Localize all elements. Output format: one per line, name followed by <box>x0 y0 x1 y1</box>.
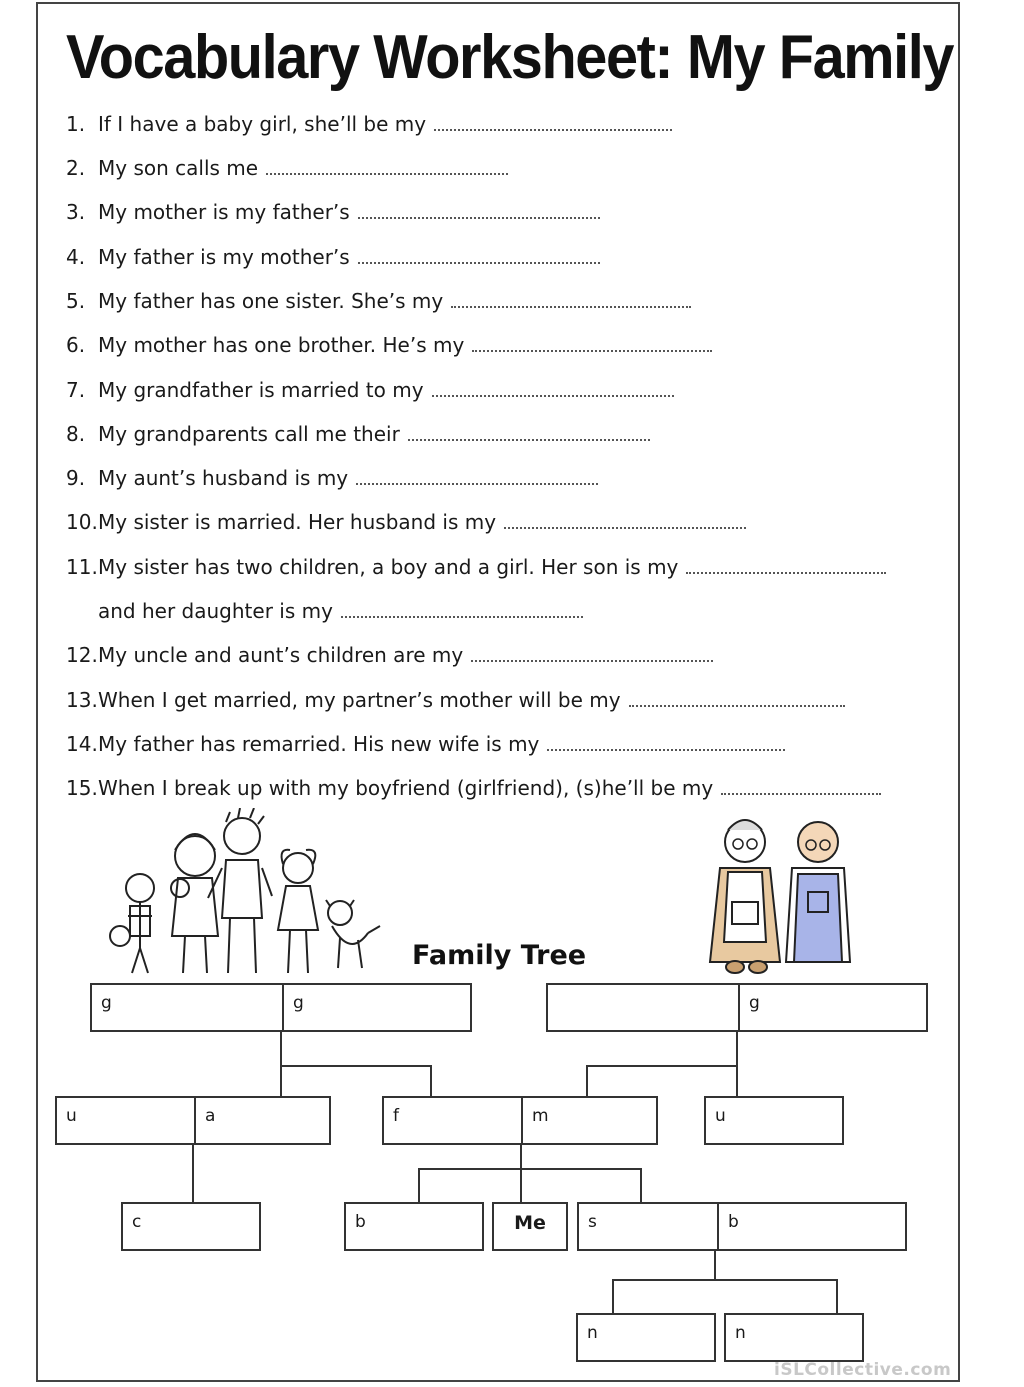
brother-box[interactable] <box>344 1202 484 1251</box>
watermark: iSLCollective.com <box>774 1360 952 1380</box>
grandparent-field[interactable]: g <box>738 985 926 1030</box>
connector-line <box>612 1279 614 1314</box>
uncle-field[interactable]: u <box>66 1106 77 1126</box>
me-label: Me <box>514 1212 546 1234</box>
question-6: 6. My mother has one brother. He’s my <box>66 333 712 357</box>
answer-blank[interactable] <box>721 791 881 795</box>
nephew-box[interactable] <box>576 1313 716 1362</box>
connector-line <box>430 1065 432 1097</box>
grandparent-field[interactable] <box>548 985 738 1030</box>
question-1: 1. If I have a baby girl, she’ll be my <box>66 112 672 136</box>
grandparents-left-box <box>90 983 472 1032</box>
question-14: 14.My father has remarried. His new wife is my <box>66 732 785 756</box>
connector-line <box>280 1030 282 1066</box>
grandparents-illustration <box>700 812 860 977</box>
family-illustration <box>100 808 390 983</box>
answer-blank[interactable] <box>629 703 845 707</box>
uncle-aunt-box <box>55 1096 331 1145</box>
question-11-continued: and her daughter is my <box>66 599 583 623</box>
connector-line <box>280 1065 282 1097</box>
cousin-box[interactable] <box>121 1202 261 1251</box>
connector-line <box>836 1279 838 1314</box>
brother-in-law-field[interactable]: b <box>717 1204 905 1249</box>
nephew-field: n <box>587 1323 598 1343</box>
connector-line <box>520 1143 522 1169</box>
father-field[interactable]: f <box>393 1106 399 1126</box>
connector-line <box>586 1065 588 1097</box>
answer-blank[interactable] <box>358 215 600 219</box>
niece-field: n <box>735 1323 746 1343</box>
connector-line <box>586 1065 738 1067</box>
answer-blank[interactable] <box>356 481 598 485</box>
grandparent-field[interactable]: g <box>282 985 470 1030</box>
connector-line <box>418 1168 642 1170</box>
sister-box <box>577 1202 907 1251</box>
question-12: 12.My uncle and aunt’s children are my <box>66 643 713 667</box>
question-3: 3. My mother is my father’s <box>66 200 600 224</box>
answer-blank[interactable] <box>451 304 691 308</box>
connector-line <box>280 1065 432 1067</box>
mother-field[interactable]: m <box>521 1098 656 1143</box>
answer-blank[interactable] <box>471 658 713 662</box>
connector-line <box>418 1168 420 1203</box>
sister-field[interactable]: s <box>588 1212 597 1232</box>
me-box <box>492 1202 568 1251</box>
connector-line <box>714 1250 716 1280</box>
page-title: Vocabulary Worksheet: My Family <box>66 23 954 92</box>
answer-blank[interactable] <box>341 614 583 618</box>
question-10: 10.My sister is married. Her husband is my <box>66 510 746 534</box>
connector-line <box>192 1143 194 1203</box>
connector-line <box>736 1030 738 1066</box>
question-8: 8. My grandparents call me their <box>66 422 650 446</box>
answer-blank[interactable] <box>686 570 886 574</box>
question-13: 13.When I get married, my partner’s mother will be my <box>66 688 845 712</box>
grandparent-field[interactable]: g <box>101 993 112 1013</box>
connector-line <box>736 1065 738 1097</box>
question-7: 7. My grandfather is married to my <box>66 378 674 402</box>
answer-blank[interactable] <box>504 525 746 529</box>
answer-blank[interactable] <box>432 393 674 397</box>
connector-line <box>612 1279 838 1281</box>
uncle-field: u <box>715 1106 726 1126</box>
answer-blank[interactable] <box>472 348 712 352</box>
question-11: 11.My sister has two children, a boy and a girl. Her son is my <box>66 555 886 579</box>
answer-blank[interactable] <box>408 437 650 441</box>
aunt-field[interactable]: a <box>194 1098 329 1143</box>
grandparents-right-box <box>546 983 928 1032</box>
question-5: 5. My father has one sister. She’s my <box>66 289 691 313</box>
cousin-field: c <box>132 1212 142 1232</box>
answer-blank[interactable] <box>266 171 508 175</box>
family-tree-title: Family Tree <box>412 940 587 971</box>
question-15: 15.When I break up with my boyfriend (girlfriend), (s)he’ll be my <box>66 776 881 800</box>
answer-blank[interactable] <box>434 127 672 131</box>
uncle-right-box[interactable] <box>704 1096 844 1145</box>
question-2: 2. My son calls me <box>66 156 508 180</box>
connector-line <box>640 1168 642 1203</box>
brother-field: b <box>355 1212 366 1232</box>
answer-blank[interactable] <box>358 260 600 264</box>
question-9: 9. My aunt’s husband is my <box>66 466 598 490</box>
connector-line <box>520 1168 522 1203</box>
parents-box <box>382 1096 658 1145</box>
answer-blank[interactable] <box>547 747 785 751</box>
question-4: 4. My father is my mother’s <box>66 245 600 269</box>
niece-box[interactable] <box>724 1313 864 1362</box>
